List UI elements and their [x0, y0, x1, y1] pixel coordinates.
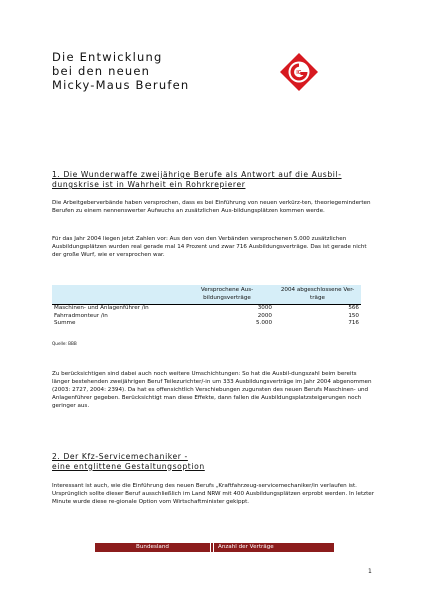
- title-line-2: bei den neuen: [52, 64, 151, 78]
- table-cell-concluded: 716: [348, 320, 359, 326]
- table-row: [52, 305, 361, 313]
- document-title: [52, 50, 189, 92]
- table-row: [52, 313, 361, 321]
- table-header-row: [52, 285, 361, 305]
- section-1-paragraph-3: Zu berücksichtigen sind dabei auch noch weitere Umschichtungen: So hat die Ausbil-dungszahl beim bereits länger bestehenden zweijährigen Beruf Teilezurichter/-in um 333 Ausbildungsverträge im Jahr 2004 abgenommen (2003: 2727, 2004: 2394). Da hat es offensichtlich Verschiebungen zugunsten des neuen Berufs Maschinen- und Anlagenführer gegeben. Berücksichtigt man diese Effekte, dann fallen die Ausbildungsplatzsteigerungen noch geringer aus.: [52, 371, 372, 409]
- table-cell-promised: 3000: [257, 305, 272, 311]
- section-1-heading: 1. Die Wunderwaffe zweijährige Berufe als Antwort auf die Ausbil-dungskrise ist in Wahrheit ein Rohrkrepierer: [52, 170, 342, 189]
- section-2-heading-line-2: eine entglittene Gestaltungsoption: [52, 461, 205, 471]
- section-2-paragraph-1: Interessant ist auch, wie die Einführung des neuen Berufs „Kraftfahrzeug-servicemechaniker/in verlaufen ist. Ursprünglich sollte dieser Beruf ausschließlich im Land NRW mit 400 Ausbildungsplätzen erprobt werden. In letzter Minute wurde diese re-gionale Option vom Wirtschaftminister gekippt.: [52, 483, 375, 505]
- table-cell-concluded: 566: [348, 305, 359, 311]
- section-1-paragraph-1: Die Arbeitgeberverbände haben versprochen, dass es bei Einführung von neuen verkürz-ten, theoriegeminderten Berufen zu einem nennenswerter Aufwuchs an zusätzlichen Aus-bildungsplätzen kommen werde.: [52, 200, 371, 214]
- section-2-heading-line-1: 2. Der Kfz-Servicemechaniker -: [52, 452, 188, 461]
- title-line-1: Die Entwicklung: [52, 50, 163, 64]
- bar-header-state: Bundesland: [95, 543, 211, 552]
- table-cell-label: Maschinen- und Anlagenführer /in: [54, 305, 149, 311]
- table-header-promised: Versprochene Aus-bildungsverträge: [180, 285, 274, 305]
- logo-text: IG: [296, 70, 302, 76]
- contracts-table: [52, 285, 361, 328]
- state-contracts-table-header: [95, 543, 334, 552]
- table-cell-promised: 5.000: [255, 320, 272, 326]
- section-1-paragraph-2: Für das Jahr 2004 liegen jetzt Zahlen vor: Aus den von den Verbänden versprochenen 5.000 zusätzlichen Ausbildungsplätzen wurden real gerade mal 14 Prozent und zwar 716 Ausbildungsverträge. Das ist gerade nicht der große Wurf, wie er versprochen war.: [52, 236, 367, 258]
- table-row: [52, 320, 361, 328]
- table-header-concluded: 2004 abgeschlossene Ver-träge: [274, 285, 361, 305]
- table-cell-promised: 2000: [257, 312, 272, 319]
- table-source: Quelle: BBB: [52, 341, 77, 346]
- table-header-empty: [52, 285, 180, 305]
- ig-metall-logo-icon: [279, 52, 319, 92]
- page-number: 1: [368, 568, 372, 575]
- table-cell-label: Summe: [54, 320, 76, 326]
- title-line-3: Micky-Maus Berufen: [52, 78, 190, 92]
- section-2-heading: [52, 452, 205, 471]
- table-cell-concluded: 150: [348, 312, 359, 319]
- table-cell-label: Fahrradmonteur /in: [54, 312, 108, 319]
- bar-header-contracts: Anzahl der Verträge: [213, 543, 334, 552]
